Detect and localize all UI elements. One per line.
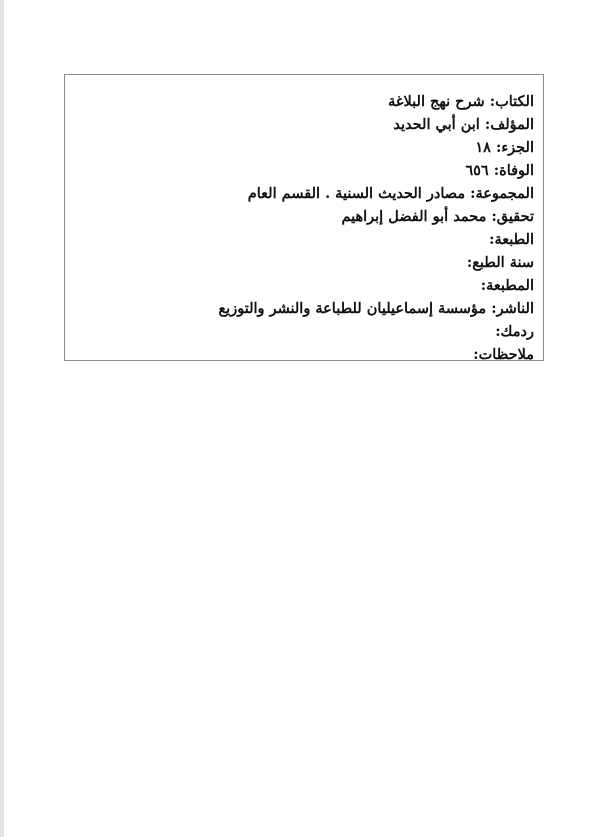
press-label: المطبعة: <box>480 277 534 294</box>
author-label: المؤلف: <box>484 116 534 133</box>
book-info-list <box>65 75 543 366</box>
print-year-line <box>65 251 534 274</box>
author-value: ابن أبي الحديد <box>393 116 480 133</box>
publisher-value: مؤسسة إسماعيليان للطباعة والنشر والتوزيع <box>218 300 487 317</box>
publisher-line <box>65 297 534 320</box>
book-title-value: شرح نهج البلاغة <box>388 93 485 110</box>
notes-line <box>65 343 534 366</box>
death-year-value: ٦٥٦ <box>465 162 489 179</box>
print-year-label: سنة الطبع: <box>466 254 534 271</box>
volume-value: ١٨ <box>475 139 491 156</box>
book-title-line <box>65 90 534 113</box>
volume-label: الجزء: <box>496 139 534 156</box>
editor-line <box>65 205 534 228</box>
edition-label: الطبعة: <box>489 231 534 248</box>
collection-line <box>65 182 534 205</box>
edition-line <box>65 228 534 251</box>
collection-label: المجموعة: <box>470 185 534 202</box>
page-left-edge <box>0 0 4 837</box>
death-year-line <box>65 159 534 182</box>
notes-label: ملاحظات: <box>473 346 534 363</box>
collection-value: مصادر الحديث السنية . القسم العام <box>247 185 466 202</box>
book-info-card <box>64 74 544 361</box>
press-line <box>65 274 534 297</box>
editor-value: محمد أبو الفضل إبراهيم <box>341 208 487 225</box>
isbn-label: ردمك: <box>495 323 534 340</box>
author-line <box>65 113 534 136</box>
isbn-line <box>65 320 534 343</box>
editor-label: تحقيق: <box>491 208 534 225</box>
death-year-label: الوفاة: <box>493 162 534 179</box>
book-title-label: الكتاب: <box>489 93 534 110</box>
publisher-label: الناشر: <box>491 300 534 317</box>
volume-line <box>65 136 534 159</box>
